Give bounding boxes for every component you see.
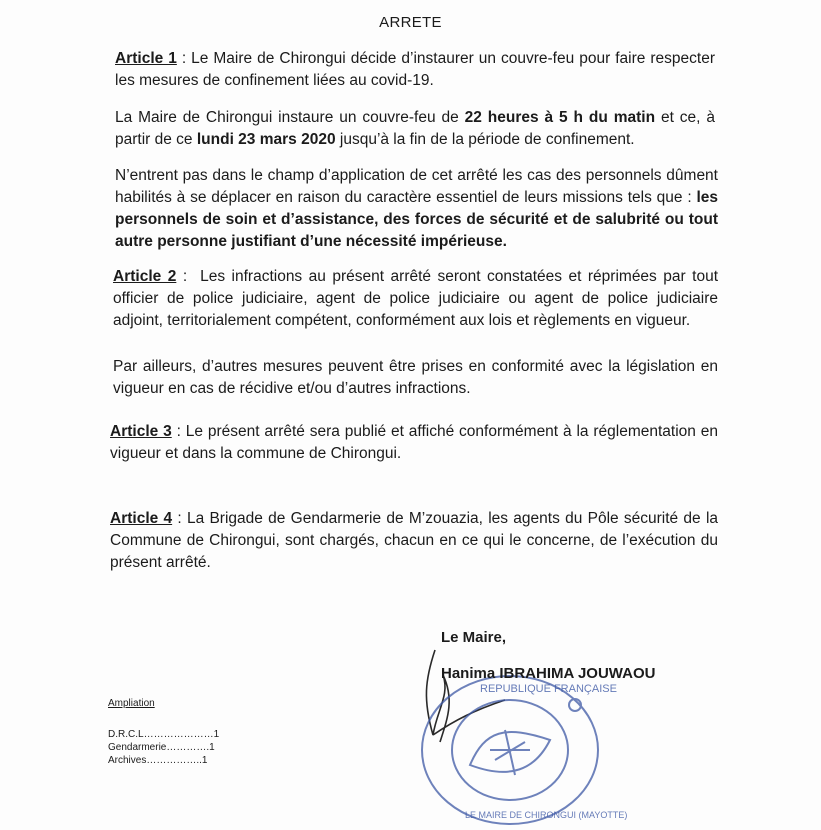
paragraph-other-measures [113, 356, 718, 400]
article-2-separator: : [176, 268, 201, 285]
article-4 [110, 508, 718, 574]
article-1-label: Article 1 [115, 50, 177, 67]
signatory-title: Le Maire, [441, 629, 507, 646]
article-3-separator: : [171, 423, 186, 440]
article-2 [113, 266, 718, 332]
other-measures-text: Par ailleurs, d’autres mesures peuvent être prises en conformité avec la législation en vigueur en cas de récidive et/ou d’autres infractions. [113, 358, 718, 397]
ampliation-item-name: Archives [108, 755, 147, 766]
ampliation-item-dots: ………………… [143, 729, 214, 740]
ampliation-item-count: 1 [213, 729, 220, 740]
curfew-start-date: lundi 23 mars 2020 [196, 131, 336, 148]
ampliation-item-count: 1 [201, 755, 208, 766]
article-4-label: Article 4 [110, 510, 173, 527]
seal-bottom-text: LE MAIRE DE CHIRONGUI (MAYOTTE) [465, 810, 628, 820]
article-3-text: Le présent arrêté sera publié et affiché conformément à la réglementation en vigueur et dans la commune de Chirongui. [110, 423, 719, 462]
list-item [108, 728, 248, 741]
exemptions-bold-text: les personnels de soin et d’assistance, des forces de sécurité et de salubrité ou tout autre personne justifiant d’une nécessité impérieuse. [115, 189, 718, 250]
list-item [108, 754, 248, 767]
article-3-label: Article 3 [110, 423, 172, 440]
article-1-text: Le Maire de Chirongui décide d’instaurer un couvre-feu pour faire respecter les mesures de confinement liées au covid-19. [115, 50, 715, 89]
list-item [108, 741, 248, 754]
curfew-text-2: et ce, à partir de ce [115, 109, 715, 148]
article-2-text: Les infractions au présent arrêté seront constatées et réprimées par tout officier de police judiciaire, agent de police judiciaire ou agent de police judiciaire adjoint, territorialement compétent, conformément aux lois et règlements en vigueur. [113, 268, 719, 329]
ampliation-item-dots: …………. [166, 742, 210, 753]
article-4-separator: : [172, 510, 187, 527]
ampliation-item-dots: …………….. [146, 755, 202, 766]
ampliation-item-name: Gendarmerie [108, 742, 167, 753]
exemptions-text: N’entrent pas dans le champ d’application de cet arrêté les cas des personnels dûment habilités à se déplacer en raison du caractère essentiel de leurs missions tels que : [115, 167, 718, 206]
article-2-label: Article 2 [113, 268, 177, 285]
paragraph-exemptions [115, 165, 718, 253]
curfew-hours: 22 heures à 5 h du matin [464, 109, 656, 126]
ampliation-item-name: D.R.C.L [108, 729, 144, 740]
article-1 [115, 48, 715, 92]
seal-top-text: REPUBLIQUE FRANÇAISE [480, 683, 617, 695]
article-1-separator: : [176, 50, 192, 67]
curfew-text-1: La Maire de Chirongui instaure un couvre-feu de [115, 109, 465, 126]
ampliation-heading: Ampliation [108, 698, 155, 709]
article-4-text: La Brigade de Gendarmerie de M’zouazia, les agents du Pôle sécurité de la Commune de Chirongui, sont chargés, chacun en ce qui le concerne, de l’exécution du présent arrêté. [110, 510, 719, 571]
curfew-text-3: jusqu’à la fin de la période de confinement. [335, 131, 635, 148]
ampliation-item-count: 1 [209, 742, 215, 753]
paragraph-curfew-hours [115, 107, 715, 151]
document-title: ARRETE [379, 14, 442, 31]
official-seal-stamp [410, 670, 628, 830]
ampliation-list [108, 728, 248, 767]
signatory-name: Hanima IBRAHIMA JOUWAOU [441, 665, 656, 682]
article-3 [110, 421, 718, 465]
